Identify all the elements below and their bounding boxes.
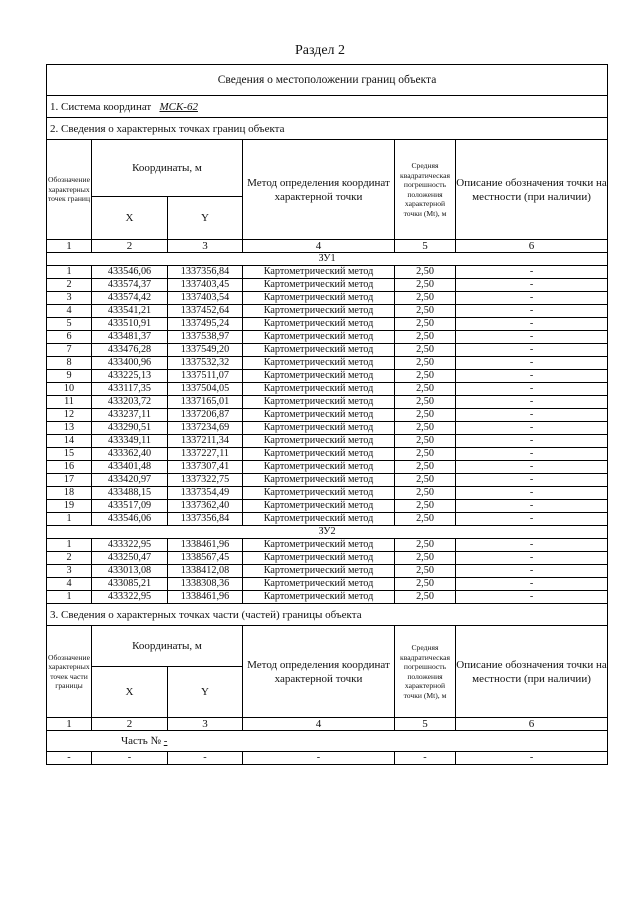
x-coord: 433401,48	[92, 461, 168, 474]
table-row	[47, 539, 608, 552]
method: Картометрический метод	[243, 370, 395, 383]
zone-row	[47, 526, 608, 539]
table-row	[47, 461, 608, 474]
description: -	[456, 279, 608, 292]
y-coord: 1337403,54	[168, 292, 243, 305]
mt-value: 2,50	[395, 305, 456, 318]
column-number: 4	[243, 718, 395, 731]
mt-value: 2,50	[395, 461, 456, 474]
x-coord: 433574,42	[92, 292, 168, 305]
method: Картометрический метод	[243, 591, 395, 604]
description: -	[456, 752, 608, 765]
x-coord: 433517,09	[92, 500, 168, 513]
point-id: 16	[47, 461, 92, 474]
x-coord: 433574,37	[92, 279, 168, 292]
y-coord: 1338412,08	[168, 565, 243, 578]
y-coord: 1337354,49	[168, 487, 243, 500]
point-id: 11	[47, 396, 92, 409]
point-id: 12	[47, 409, 92, 422]
mt-value: 2,50	[395, 266, 456, 279]
x-coord: 433203,72	[92, 396, 168, 409]
description: -	[456, 487, 608, 500]
col-y-header: Y	[168, 197, 243, 240]
y-coord: 1338567,45	[168, 552, 243, 565]
mt-value: 2,50	[395, 539, 456, 552]
description: -	[456, 344, 608, 357]
x-coord: 433290,51	[92, 422, 168, 435]
table-row	[47, 409, 608, 422]
mt-value: 2,50	[395, 422, 456, 435]
mt-value: 2,50	[395, 370, 456, 383]
column-number: 3	[168, 718, 243, 731]
col-point-header-3: Обозначение характерных точек части границы	[47, 626, 92, 718]
method: Картометрический метод	[243, 409, 395, 422]
col-point-header: Обозначение характерных точек границ	[47, 140, 92, 240]
description: -	[456, 370, 608, 383]
y-coord: 1338461,96	[168, 539, 243, 552]
y-coord: 1337538,97	[168, 331, 243, 344]
point-id: 18	[47, 487, 92, 500]
coordinate-system-row	[47, 96, 608, 118]
column-numbers-row-3	[47, 718, 608, 731]
point-id: 7	[47, 344, 92, 357]
point-id: 5	[47, 318, 92, 331]
description: -	[456, 513, 608, 526]
table-row	[47, 357, 608, 370]
x-coord: 433085,21	[92, 578, 168, 591]
description: -	[456, 539, 608, 552]
y-coord: 1337452,64	[168, 305, 243, 318]
column-number: 3	[168, 240, 243, 253]
coordinate-system-label: 1. Система координат	[50, 100, 152, 113]
point-id: 3	[47, 292, 92, 305]
method: Картометрический метод	[243, 500, 395, 513]
method: Картометрический метод	[243, 292, 395, 305]
y-coord: 1337504,05	[168, 383, 243, 396]
point-id: 9	[47, 370, 92, 383]
y-coord: 1337362,40	[168, 500, 243, 513]
point-id: 2	[47, 279, 92, 292]
mt-value: 2,50	[395, 487, 456, 500]
table-row	[47, 500, 608, 513]
y-coord: 1337322,75	[168, 474, 243, 487]
table-row	[47, 370, 608, 383]
zone-label: ЗУ2	[47, 526, 608, 539]
point-id: 15	[47, 448, 92, 461]
description: -	[456, 409, 608, 422]
mt-value: 2,50	[395, 513, 456, 526]
x-coord: 433481,37	[92, 331, 168, 344]
section-2-title: 2. Сведения о характерных точках границ объекта	[47, 118, 608, 140]
y-coord: 1337495,24	[168, 318, 243, 331]
col-method-header-3: Метод определения координат характерной точки	[243, 626, 395, 718]
description: -	[456, 292, 608, 305]
method: Картометрический метод	[243, 513, 395, 526]
table-row	[47, 422, 608, 435]
mt-value: 2,50	[395, 396, 456, 409]
method: Картометрический метод	[243, 331, 395, 344]
page-title: Раздел 2	[294, 43, 346, 58]
point-id: 17	[47, 474, 92, 487]
mt-value: 2,50	[395, 578, 456, 591]
mt-value: -	[395, 752, 456, 765]
description: -	[456, 422, 608, 435]
mt-value: 2,50	[395, 565, 456, 578]
y-coord: 1337234,69	[168, 422, 243, 435]
method: Картометрический метод	[243, 435, 395, 448]
x-coord: 433013,08	[92, 565, 168, 578]
column-number: 1	[47, 240, 92, 253]
method: Картометрический метод	[243, 474, 395, 487]
method: Картометрический метод	[243, 448, 395, 461]
description: -	[456, 435, 608, 448]
point-id: 1	[47, 591, 92, 604]
method: Картометрический метод	[243, 357, 395, 370]
description: -	[456, 500, 608, 513]
col-x-header: X	[92, 197, 168, 240]
description: -	[456, 565, 608, 578]
method: Картометрический метод	[243, 422, 395, 435]
point-id: 3	[47, 565, 92, 578]
y-coord: 1337549,20	[168, 344, 243, 357]
description: -	[456, 331, 608, 344]
x-coord: 433400,96	[92, 357, 168, 370]
description: -	[456, 591, 608, 604]
method: Картометрический метод	[243, 279, 395, 292]
mt-value: 2,50	[395, 331, 456, 344]
x-coord: 433546,06	[92, 513, 168, 526]
table-row	[47, 565, 608, 578]
coordinate-system-value: МСК-62	[159, 100, 198, 113]
x-coord: 433322,95	[92, 539, 168, 552]
point-id: 2	[47, 552, 92, 565]
column-number: 2	[92, 240, 168, 253]
part-cell	[47, 731, 608, 752]
description: -	[456, 396, 608, 409]
table-row	[47, 513, 608, 526]
method: Картометрический метод	[243, 578, 395, 591]
x-coord: -	[92, 752, 168, 765]
table-row	[47, 318, 608, 331]
point-id: 4	[47, 305, 92, 318]
method: Картометрический метод	[243, 552, 395, 565]
mt-value: 2,50	[395, 409, 456, 422]
description: -	[456, 357, 608, 370]
column-numbers-row	[47, 240, 608, 253]
x-coord: 433420,97	[92, 474, 168, 487]
description: -	[456, 318, 608, 331]
y-coord: 1338308,36	[168, 578, 243, 591]
x-coord: 433237,11	[92, 409, 168, 422]
y-coord: 1337165,01	[168, 396, 243, 409]
col-x-header-3: X	[92, 667, 168, 718]
col-coords-header-3: Координаты, м	[92, 626, 243, 667]
mt-value: 2,50	[395, 344, 456, 357]
mt-value: 2,50	[395, 292, 456, 305]
x-coord: 433322,95	[92, 591, 168, 604]
method: -	[243, 752, 395, 765]
point-id: 10	[47, 383, 92, 396]
x-coord: 433476,28	[92, 344, 168, 357]
description: -	[456, 461, 608, 474]
mt-value: 2,50	[395, 500, 456, 513]
mt-value: 2,50	[395, 448, 456, 461]
mt-value: 2,50	[395, 279, 456, 292]
table-row	[47, 552, 608, 565]
description: -	[456, 383, 608, 396]
mt-value: 2,50	[395, 552, 456, 565]
col-desc-header-3: Описание обозначения точки на местности (при наличии)	[456, 626, 608, 718]
table-row	[47, 752, 608, 765]
table-row	[47, 292, 608, 305]
zone-row	[47, 253, 608, 266]
method: Картометрический метод	[243, 565, 395, 578]
y-coord: 1338461,96	[168, 591, 243, 604]
y-coord: 1337403,45	[168, 279, 243, 292]
method: Картометрический метод	[243, 318, 395, 331]
method: Картометрический метод	[243, 305, 395, 318]
x-coord: 433541,21	[92, 305, 168, 318]
y-coord: 1337511,07	[168, 370, 243, 383]
zone-label: ЗУ1	[47, 253, 608, 266]
y-coord: 1337356,84	[168, 513, 243, 526]
section-3-row	[47, 604, 608, 626]
part-label: Часть №	[121, 735, 161, 747]
table-row	[47, 331, 608, 344]
mt-value: 2,50	[395, 357, 456, 370]
point-id: 19	[47, 500, 92, 513]
point-id: 4	[47, 578, 92, 591]
table-row	[47, 279, 608, 292]
description: -	[456, 474, 608, 487]
x-coord: 433510,91	[92, 318, 168, 331]
table-row	[47, 305, 608, 318]
col-mt-header-3: Средняя квадратическая погрешность положения характерной точки (Mt), м	[395, 626, 456, 718]
method: Картометрический метод	[243, 461, 395, 474]
x-coord: 433488,15	[92, 487, 168, 500]
part-row	[47, 731, 608, 752]
x-coord: 433225,13	[92, 370, 168, 383]
column-number: 6	[456, 240, 608, 253]
section-3-title: 3. Сведения о характерных точках части (частей) границы объекта	[47, 604, 608, 626]
column-number: 4	[243, 240, 395, 253]
mt-value: 2,50	[395, 383, 456, 396]
table-row	[47, 383, 608, 396]
boundary-table	[46, 64, 608, 765]
y-coord: 1337356,84	[168, 266, 243, 279]
column-number: 6	[456, 718, 608, 731]
col-coords-header: Координаты, м	[92, 140, 243, 197]
y-coord: 1337206,87	[168, 409, 243, 422]
description: -	[456, 448, 608, 461]
y-coord: 1337227,11	[168, 448, 243, 461]
table-row	[47, 448, 608, 461]
point-id: 1	[47, 266, 92, 279]
point-id: 13	[47, 422, 92, 435]
x-coord: 433546,06	[92, 266, 168, 279]
mt-value: 2,50	[395, 318, 456, 331]
table-row	[47, 266, 608, 279]
x-coord: 433117,35	[92, 383, 168, 396]
column-number: 5	[395, 718, 456, 731]
column-number: 5	[395, 240, 456, 253]
point-id: 1	[47, 513, 92, 526]
y-coord: 1337211,34	[168, 435, 243, 448]
table-row	[47, 396, 608, 409]
mt-value: 2,50	[395, 474, 456, 487]
point-id: 1	[47, 539, 92, 552]
y-coord: -	[168, 752, 243, 765]
column-number: 1	[47, 718, 92, 731]
column-number: 2	[92, 718, 168, 731]
method: Картометрический метод	[243, 344, 395, 357]
description: -	[456, 266, 608, 279]
table-row	[47, 344, 608, 357]
method: Картометрический метод	[243, 396, 395, 409]
col-method-header: Метод определения координат характерной точки	[243, 140, 395, 240]
table-row	[47, 474, 608, 487]
point-id: 14	[47, 435, 92, 448]
col-y-header-3: Y	[168, 667, 243, 718]
method: Картометрический метод	[243, 266, 395, 279]
table-row	[47, 591, 608, 604]
mt-value: 2,50	[395, 435, 456, 448]
description: -	[456, 578, 608, 591]
x-coord: 433250,47	[92, 552, 168, 565]
method: Картометрический метод	[243, 539, 395, 552]
part-value: -	[163, 735, 168, 747]
x-coord: 433362,40	[92, 448, 168, 461]
point-id: 6	[47, 331, 92, 344]
table-row	[47, 435, 608, 448]
method: Картометрический метод	[243, 487, 395, 500]
point-id: 8	[47, 357, 92, 370]
y-coord: 1337532,32	[168, 357, 243, 370]
method: Картометрический метод	[243, 383, 395, 396]
y-coord: 1337307,41	[168, 461, 243, 474]
table-row	[47, 578, 608, 591]
description: -	[456, 305, 608, 318]
description: -	[456, 552, 608, 565]
point-id: -	[47, 752, 92, 765]
col-desc-header: Описание обозначения точки на местности (при наличии)	[456, 140, 608, 240]
table-row	[47, 487, 608, 500]
table-header: Сведения о местоположении границ объекта	[47, 65, 608, 96]
mt-value: 2,50	[395, 591, 456, 604]
x-coord: 433349,11	[92, 435, 168, 448]
col-mt-header: Средняя квадратическая погрешность положения характерной точки (Mt), м	[395, 140, 456, 240]
